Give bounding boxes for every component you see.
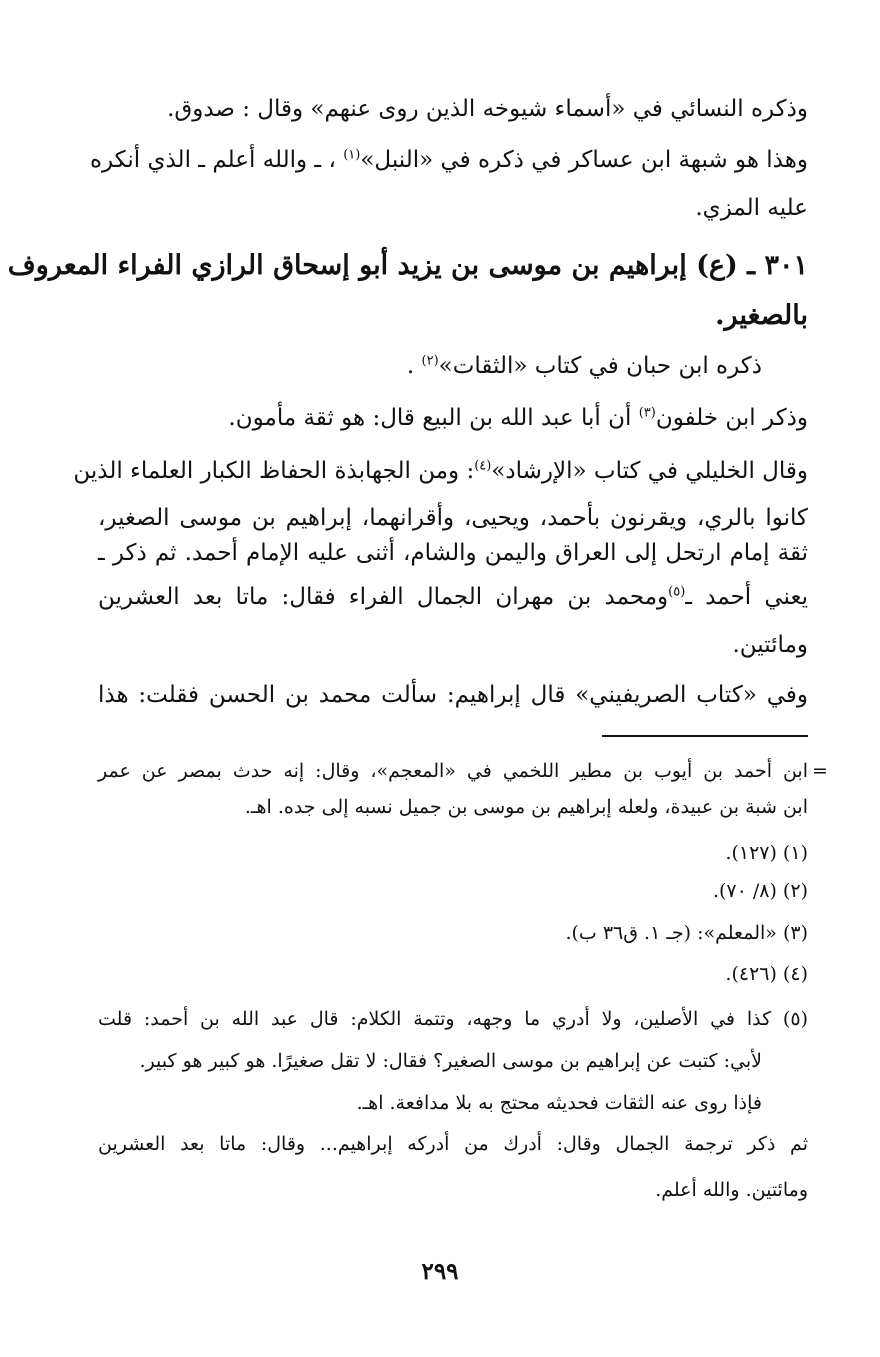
footnote-ref[interactable]: (١)	[343, 147, 361, 163]
footnote-1: (١) (١٢٧).	[725, 842, 808, 864]
body-line-3: عليه المزي.	[695, 195, 808, 221]
footnote-2: (٢) (٨/ ٧٠).	[712, 880, 808, 902]
footnote-ref[interactable]: (٤)	[474, 458, 492, 474]
footnote-3: (٣) «المعلم»: (جـ ١. ق٣٦ ب).	[565, 922, 808, 944]
body-line-4: ذكره ابن حبان في كتاب «الثقات»$^{(٢)}$ .	[406, 353, 762, 379]
body-line-6: وقال الخليلي في كتاب «الإرشاد»$^{(٤)}$: ومن الجهابذة الحفاظ الكبار العلماء الذين	[73, 458, 808, 484]
entry-heading-line-1: ٣٠١ ـ (ع) إبراهيم بن موسى بن يزيد أبو إسحاق الرازي الفراء المعروف	[7, 250, 808, 281]
footnote-ref[interactable]: (٣)	[638, 405, 656, 421]
body-line-9: يعني أحمد ـ$^{(٥)}$ومحمد بن مهران الجمال الفراء فقال: ماتا بعد العشرين	[98, 584, 808, 610]
footnote-5-line-3: فإذا روى عنه الثقات فحديثه محتج به بلا مدافعة. اهـ.	[356, 1092, 762, 1114]
footnote-5-line-1: (٥) كذا في الأصلين، ولا أدري ما وجهه، وتتمة الكلام: قال عبد الله بن أحمد: قلت	[98, 1008, 808, 1030]
footnote-continuation-line-1: ابن أحمد بن أيوب بن مطير اللخمي في «المعجم»، وقال: إنه حدث بمصر عن عمر	[98, 760, 808, 782]
body-line-1: وذكره النسائي في «أسماء شيوخه الذين روى عنهم» وقال : صدوق.	[167, 96, 808, 122]
body-line-7: كانوا بالري، ويقرنون بأحمد، ويحيى، وأقرانهما، إبراهيم بن موسى الصغير،	[98, 505, 808, 531]
footnote-ref[interactable]: (٥)	[668, 584, 686, 600]
body-line-2: وهذا هو شبهة ابن عساكر في ذكره في «النبل»$^{(١)}$ ، ـ والله أعلم ـ الذي أنكره	[89, 147, 808, 173]
body-line-5: وذكر ابن خلفون$^{(٣)}$ أن أبا عبد الله بن البيع قال: هو ثقة مأمون.	[228, 405, 808, 431]
footnote-5-line-5: ومائتين. والله أعلم.	[655, 1179, 808, 1201]
footnote-4: (٤) (٤٢٦).	[725, 963, 808, 985]
footnote-5-line-4: ثم ذكر ترجمة الجمال وقال: أدرك من أدركه إبراهيم... وقال: ماتا بعد العشرين	[98, 1133, 808, 1155]
body-line-11: وفي «كتاب الصريفيني» قال إبراهيم: سألت محمد بن الحسن فقلت: هذا	[98, 682, 808, 708]
continuation-mark: =	[812, 760, 828, 782]
page-number: ٢٩٩	[421, 1258, 459, 1285]
body-line-10: ومائتين.	[732, 632, 808, 658]
body-line-8: ثقة إمام ارتحل إلى العراق واليمن والشام، أثنى عليه الإمام أحمد. ثم ذكر ـ	[98, 540, 808, 566]
entry-heading-line-2: بالصغير.	[715, 300, 808, 331]
footnote-ref[interactable]: (٢)	[421, 353, 439, 369]
footnote-separator	[602, 735, 808, 737]
footnote-continuation-line-2: ابن شبة بن عبيدة، ولعله إبراهيم بن موسى بن جميل نسبه إلى جده. اهـ.	[244, 796, 808, 818]
footnote-5-line-2: لأبي: كتبت عن إبراهيم بن موسى الصغير؟ فقال: لا تقل صغيرًا. هو كبير هو كبير.	[139, 1050, 762, 1072]
